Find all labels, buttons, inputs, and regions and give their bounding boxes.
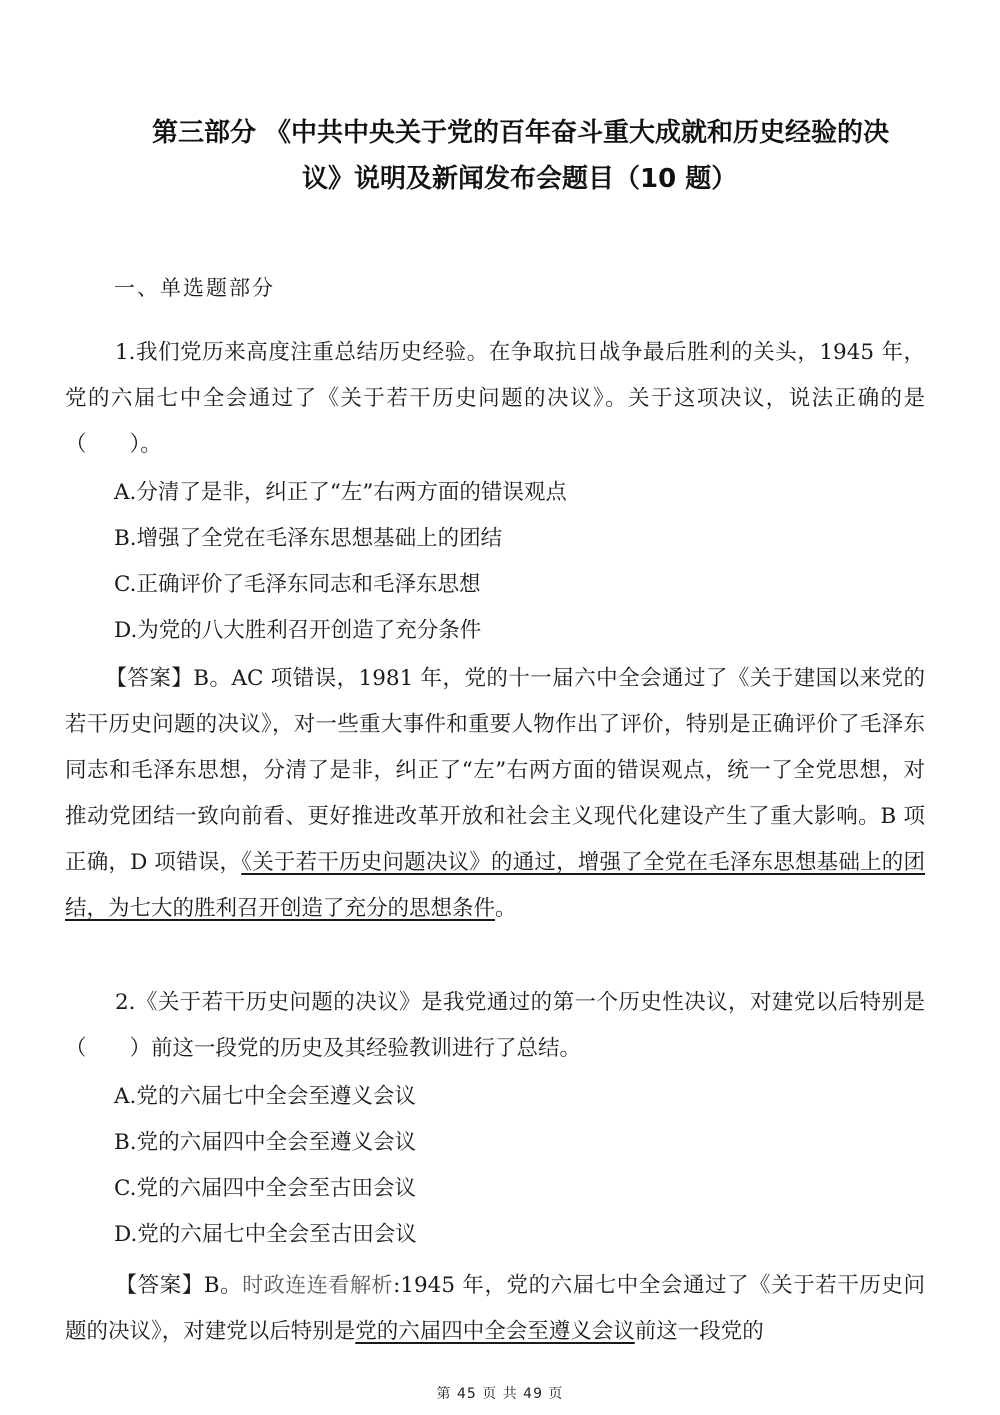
answer-underlined-text: 《关于若干历史问题决议》的通过，增强了全党在毛泽东思想基础上的团结，为七大的胜利召开创造了充分的思想条件 [65,850,925,921]
section-heading: 一、单选题部分 [114,276,275,300]
question-1-option-d: D.为党的八大胜利召开创造了充分条件 [114,618,482,643]
question-1-option-c: C.正确评价了毛泽东同志和毛泽东思想 [114,572,481,597]
question-1-stem [65,330,925,468]
answer-text: B。AC 项错误，1981 年，党的十一届六中全会通过了《关于建国以来党的若干历史问题的决议》，对一些重大事件和重要人物作出了评价，特别是正确评价了毛泽东同志和毛泽东思想，分清了是非，纠正了“左”右两方面的错误观点，统一了全党思想，对推动党团结一致向前看、更好推进改革开放和社会主义现代化建设产生了重大影响。B 项正确，D 项错误， [65,666,925,875]
answer-end: 。 [495,896,517,921]
question-2-stem [65,980,925,1072]
answer-end: 前这一段党的 [634,1319,764,1344]
answer-underlined-text: 党的六届四中全会至遵义会议 [355,1319,635,1344]
question-2-answer [65,1262,925,1355]
answer-choice: B。 [203,1273,243,1298]
page-title-line1: 第三部分 《中共中央关于党的百年奋斗重大成就和历史经验的决 [152,118,890,148]
question-1-option-b: B.增强了全党在毛泽东思想基础上的团结 [114,526,503,551]
question-1-answer [65,656,925,932]
question-2-stem-text: 2.《关于若干历史问题的决议》是我党通过的第一个历史性决议，对建党以后特别是（ ）前这一段党的历史及其经验教训进行了总结。 [65,990,925,1061]
page-footer: 第 45 页 共 49 页 [436,1386,564,1402]
answer-label: 【答案】 [105,666,194,691]
answer-label: 【答案】 [115,1273,204,1298]
question-1-option-a: A.分清了是非，纠正了“左”右两方面的错误观点 [114,480,567,505]
question-1-stem-text: 1.我们党历来高度注重总结历史经验。在争取抗日战争最后胜利的关头，1945 年，党的六届七中全会通过了《关于若干历史问题的决议》。关于这项决议，说法正确的是（ ）。 [65,340,925,457]
question-2-option-d: D.党的六届七中全会至古田会议 [114,1222,417,1247]
watermark-text: 时政连连看解析 [242,1273,394,1297]
question-2-option-c: C.党的六届四中全会至古田会议 [114,1176,417,1201]
question-2-option-b: B.党的六届四中全会至遵义会议 [114,1130,417,1155]
page-title-line2: 议》说明及新闻发布会题目（10 题） [302,164,738,194]
answer-text: :1945 年，党的六届七中全会通过了《关于若干历史问题的决议》，对建党以后特别是 [65,1273,925,1344]
question-2-option-a: A.党的六届七中全会至遵义会议 [114,1084,416,1109]
